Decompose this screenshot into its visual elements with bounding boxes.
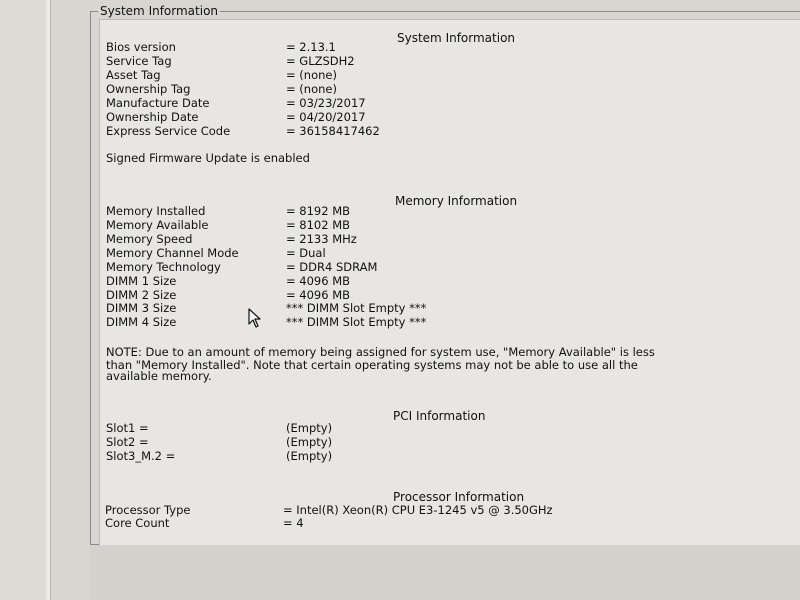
row-label: Slot2 = — [106, 435, 149, 449]
firmware-status-text: Signed Firmware Update is enabled — [106, 151, 310, 165]
memory-note-line: available memory. — [106, 369, 212, 383]
row-label: Slot3_M.2 = — [106, 449, 176, 463]
row-label: Ownership Tag — [106, 82, 191, 96]
row-value: (Empty) — [286, 435, 333, 449]
row-value: = GLZSDH2 — [286, 54, 355, 68]
row-label: Bios version — [106, 40, 176, 54]
row-label: Ownership Date — [106, 110, 199, 124]
row-value: (Empty) — [286, 449, 333, 463]
groupbox-title: System Information — [100, 4, 219, 18]
left-navigation-panel — [0, 0, 51, 600]
row-value: = DDR4 SDRAM — [286, 260, 378, 274]
memory-note-line: NOTE: Due to an amount of memory being assigned for system use, "Memory Available" is less — [106, 345, 655, 359]
row-value: = Intel(R) Xeon(R) CPU E3-1245 v5 @ 3.50GHz — [283, 503, 553, 517]
row-label: DIMM 4 Size — [106, 315, 177, 329]
memory-note-line: than "Memory Installed". Note that certain operating systems may not be able to use all the — [106, 358, 638, 372]
row-value: = 2133 MHz — [286, 232, 357, 246]
row-label: Memory Channel Mode — [106, 246, 239, 260]
row-value: = 4 — [283, 516, 304, 530]
row-label: Processor Type — [105, 503, 191, 517]
mouse-pointer-icon — [248, 308, 264, 330]
row-label: Express Service Code — [106, 124, 231, 138]
row-label: DIMM 2 Size — [106, 288, 177, 302]
row-value: (Empty) — [286, 421, 333, 435]
row-value: = 36158417462 — [286, 124, 380, 138]
row-value: *** DIMM Slot Empty *** — [286, 315, 427, 329]
row-value: = Dual — [286, 246, 326, 260]
row-label: Core Count — [105, 516, 170, 530]
row-label: Memory Technology — [106, 260, 221, 274]
row-value: = 03/23/2017 — [286, 96, 366, 110]
row-label: DIMM 3 Size — [106, 301, 177, 315]
row-label: DIMM 1 Size — [106, 274, 177, 288]
row-label: Slot1 = — [106, 421, 149, 435]
row-label: Memory Installed — [106, 204, 206, 218]
row-value: = (none) — [286, 82, 337, 96]
row-value: = 04/20/2017 — [286, 110, 366, 124]
section-title-memory: Memory Information — [395, 194, 518, 208]
row-value: = 4096 MB — [286, 288, 351, 302]
section-title-pci: PCI Information — [393, 409, 486, 423]
section-title-processor: Processor Information — [393, 490, 525, 504]
row-value: = 8192 MB — [286, 204, 351, 218]
row-value: = (none) — [286, 68, 337, 82]
panel-edge — [46, 0, 50, 600]
row-value: *** DIMM Slot Empty *** — [286, 301, 427, 315]
row-value: = 8102 MB — [286, 218, 351, 232]
bottom-frame — [90, 545, 800, 600]
row-value: = 4096 MB — [286, 274, 351, 288]
row-label: Asset Tag — [106, 68, 161, 82]
row-label: Memory Speed — [106, 232, 193, 246]
row-label: Memory Available — [106, 218, 209, 232]
row-label: Manufacture Date — [106, 96, 210, 110]
row-value: = 2.13.1 — [286, 40, 336, 54]
section-title-system: System Information — [397, 31, 516, 45]
row-label: Service Tag — [106, 54, 172, 68]
